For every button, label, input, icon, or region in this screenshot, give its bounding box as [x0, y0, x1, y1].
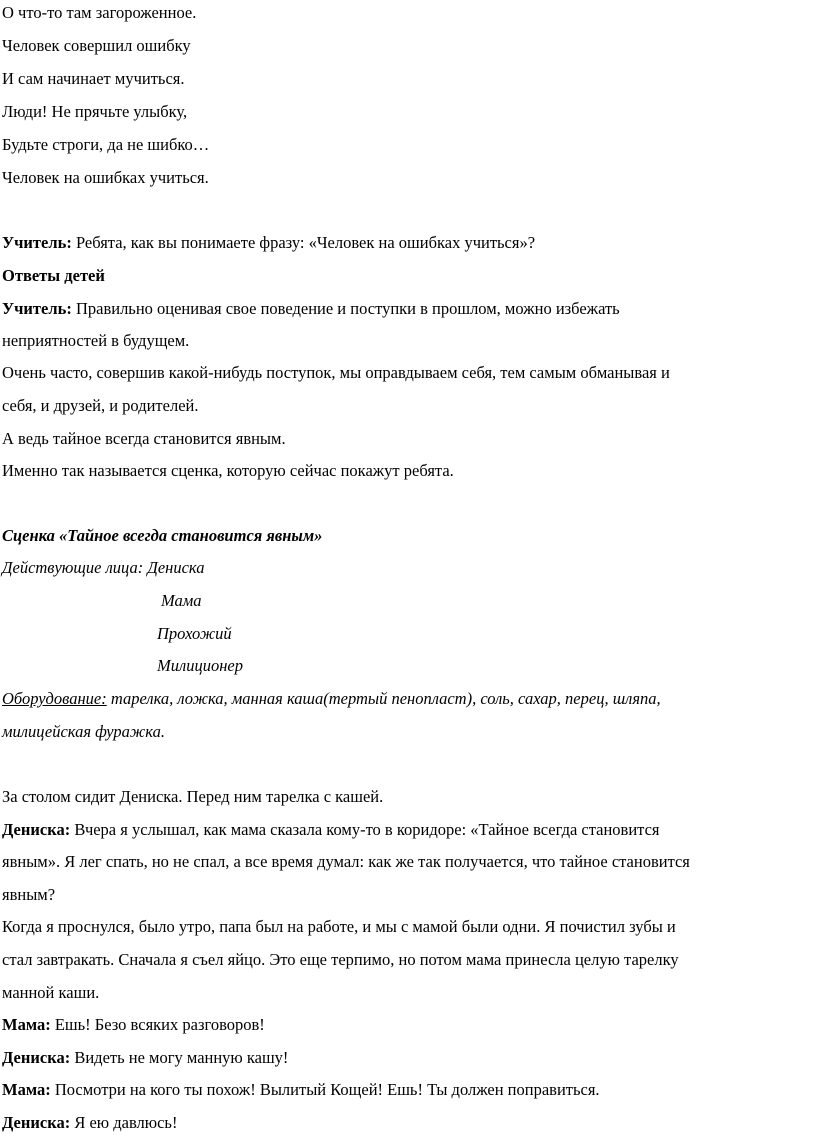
dialog-line [2, 1008, 265, 1041]
paragraph-line: А ведь тайное всегда становится явным. [2, 429, 286, 448]
teacher-question [2, 226, 535, 259]
dialog-line [2, 1041, 288, 1074]
poem-line: О что-то там загороженное. [2, 3, 197, 22]
speaker-label: Мама: [2, 1015, 51, 1034]
speech-text: Видеть не могу манную кашу! [70, 1048, 289, 1067]
paragraph-line: стал завтракать. Сначала я съел яйцо. Это еще терпимо, но потом мама принесла целую тарелку [2, 950, 679, 969]
cast-member: Прохожий [157, 624, 232, 643]
paragraph-line: явным? [2, 885, 56, 904]
cast-label: Действующие лица: Дениска [2, 558, 205, 577]
paragraph-line: Очень часто, совершив какой-нибудь поступок, мы оправдываем себя, тем самым обманывая и [2, 363, 670, 382]
poem-line: Человек совершил ошибку [2, 36, 191, 55]
speech-text: Я ею давлюсь! [70, 1113, 178, 1132]
cast-member: Милиционер [157, 656, 243, 675]
speaker-label: Учитель: [2, 299, 72, 318]
equipment-line: милицейская фуражка. [2, 722, 165, 741]
speech-text: Посмотри на кого ты похож! Вылитый Кощей! Ешь! Ты должен поправиться. [50, 1080, 600, 1099]
paragraph-line: Когда я проснулся, было утро, папа был на работе, и мы с мамой были одни. Я почистил зубы и [2, 917, 676, 936]
stage-direction: За столом сидит Дениска. Перед ним тарелка с кашей. [2, 787, 384, 806]
speech-text: Вчера я услышал, как мама сказала кому-то в коридоре: «Тайное всегда становится [70, 820, 660, 839]
cast-member: Мама [161, 591, 202, 610]
poem-line: Будьте строги, да не шибко… [2, 135, 210, 154]
answers-heading: Ответы детей [2, 266, 105, 285]
poem-line: Человек на ошибках учиться. [2, 168, 209, 187]
dialog-line [2, 1073, 600, 1106]
speech-text: Ешь! Безо всяких разговоров! [50, 1015, 265, 1034]
paragraph-line: Именно так называется сценка, которую сейчас покажут ребята. [2, 461, 454, 480]
poem-line: Люди! Не прячьте улыбку, [2, 102, 188, 121]
speech-text: Ребята, как вы понимаете фразу: «Человек на ошибках учиться»? [71, 233, 536, 252]
equipment-label: Оборудование: [2, 689, 107, 708]
dialog-line [2, 1106, 177, 1139]
speech-text: Правильно оценивая свое поведение и поступки в прошлом, можно избежать [71, 299, 620, 318]
equipment-line [2, 682, 661, 715]
paragraph-line: неприятностей в будущем. [2, 331, 190, 350]
speaker-label: Дениска: [2, 1048, 71, 1067]
paragraph-line: себя, и друзей, и родителей. [2, 396, 199, 415]
teacher-answer [2, 292, 620, 325]
speaker-label: Учитель: [2, 233, 72, 252]
paragraph-line: явным». Я лег спать, но не спал, а все время думал: как же так получается, что тайное становится [2, 852, 690, 871]
dialog-line [2, 813, 660, 846]
paragraph-line: манной каши. [2, 983, 100, 1002]
scene-title: Сценка «Тайное всегда становится явным» [2, 526, 323, 545]
speaker-label: Дениска: [2, 820, 71, 839]
poem-line: И сам начинает мучиться. [2, 69, 185, 88]
equipment-text: тарелка, ложка, манная каша(тертый пенопласт), соль, сахар, перец, шляпа, [106, 689, 661, 708]
speaker-label: Мама: [2, 1080, 51, 1099]
speaker-label: Дениска: [2, 1113, 71, 1132]
